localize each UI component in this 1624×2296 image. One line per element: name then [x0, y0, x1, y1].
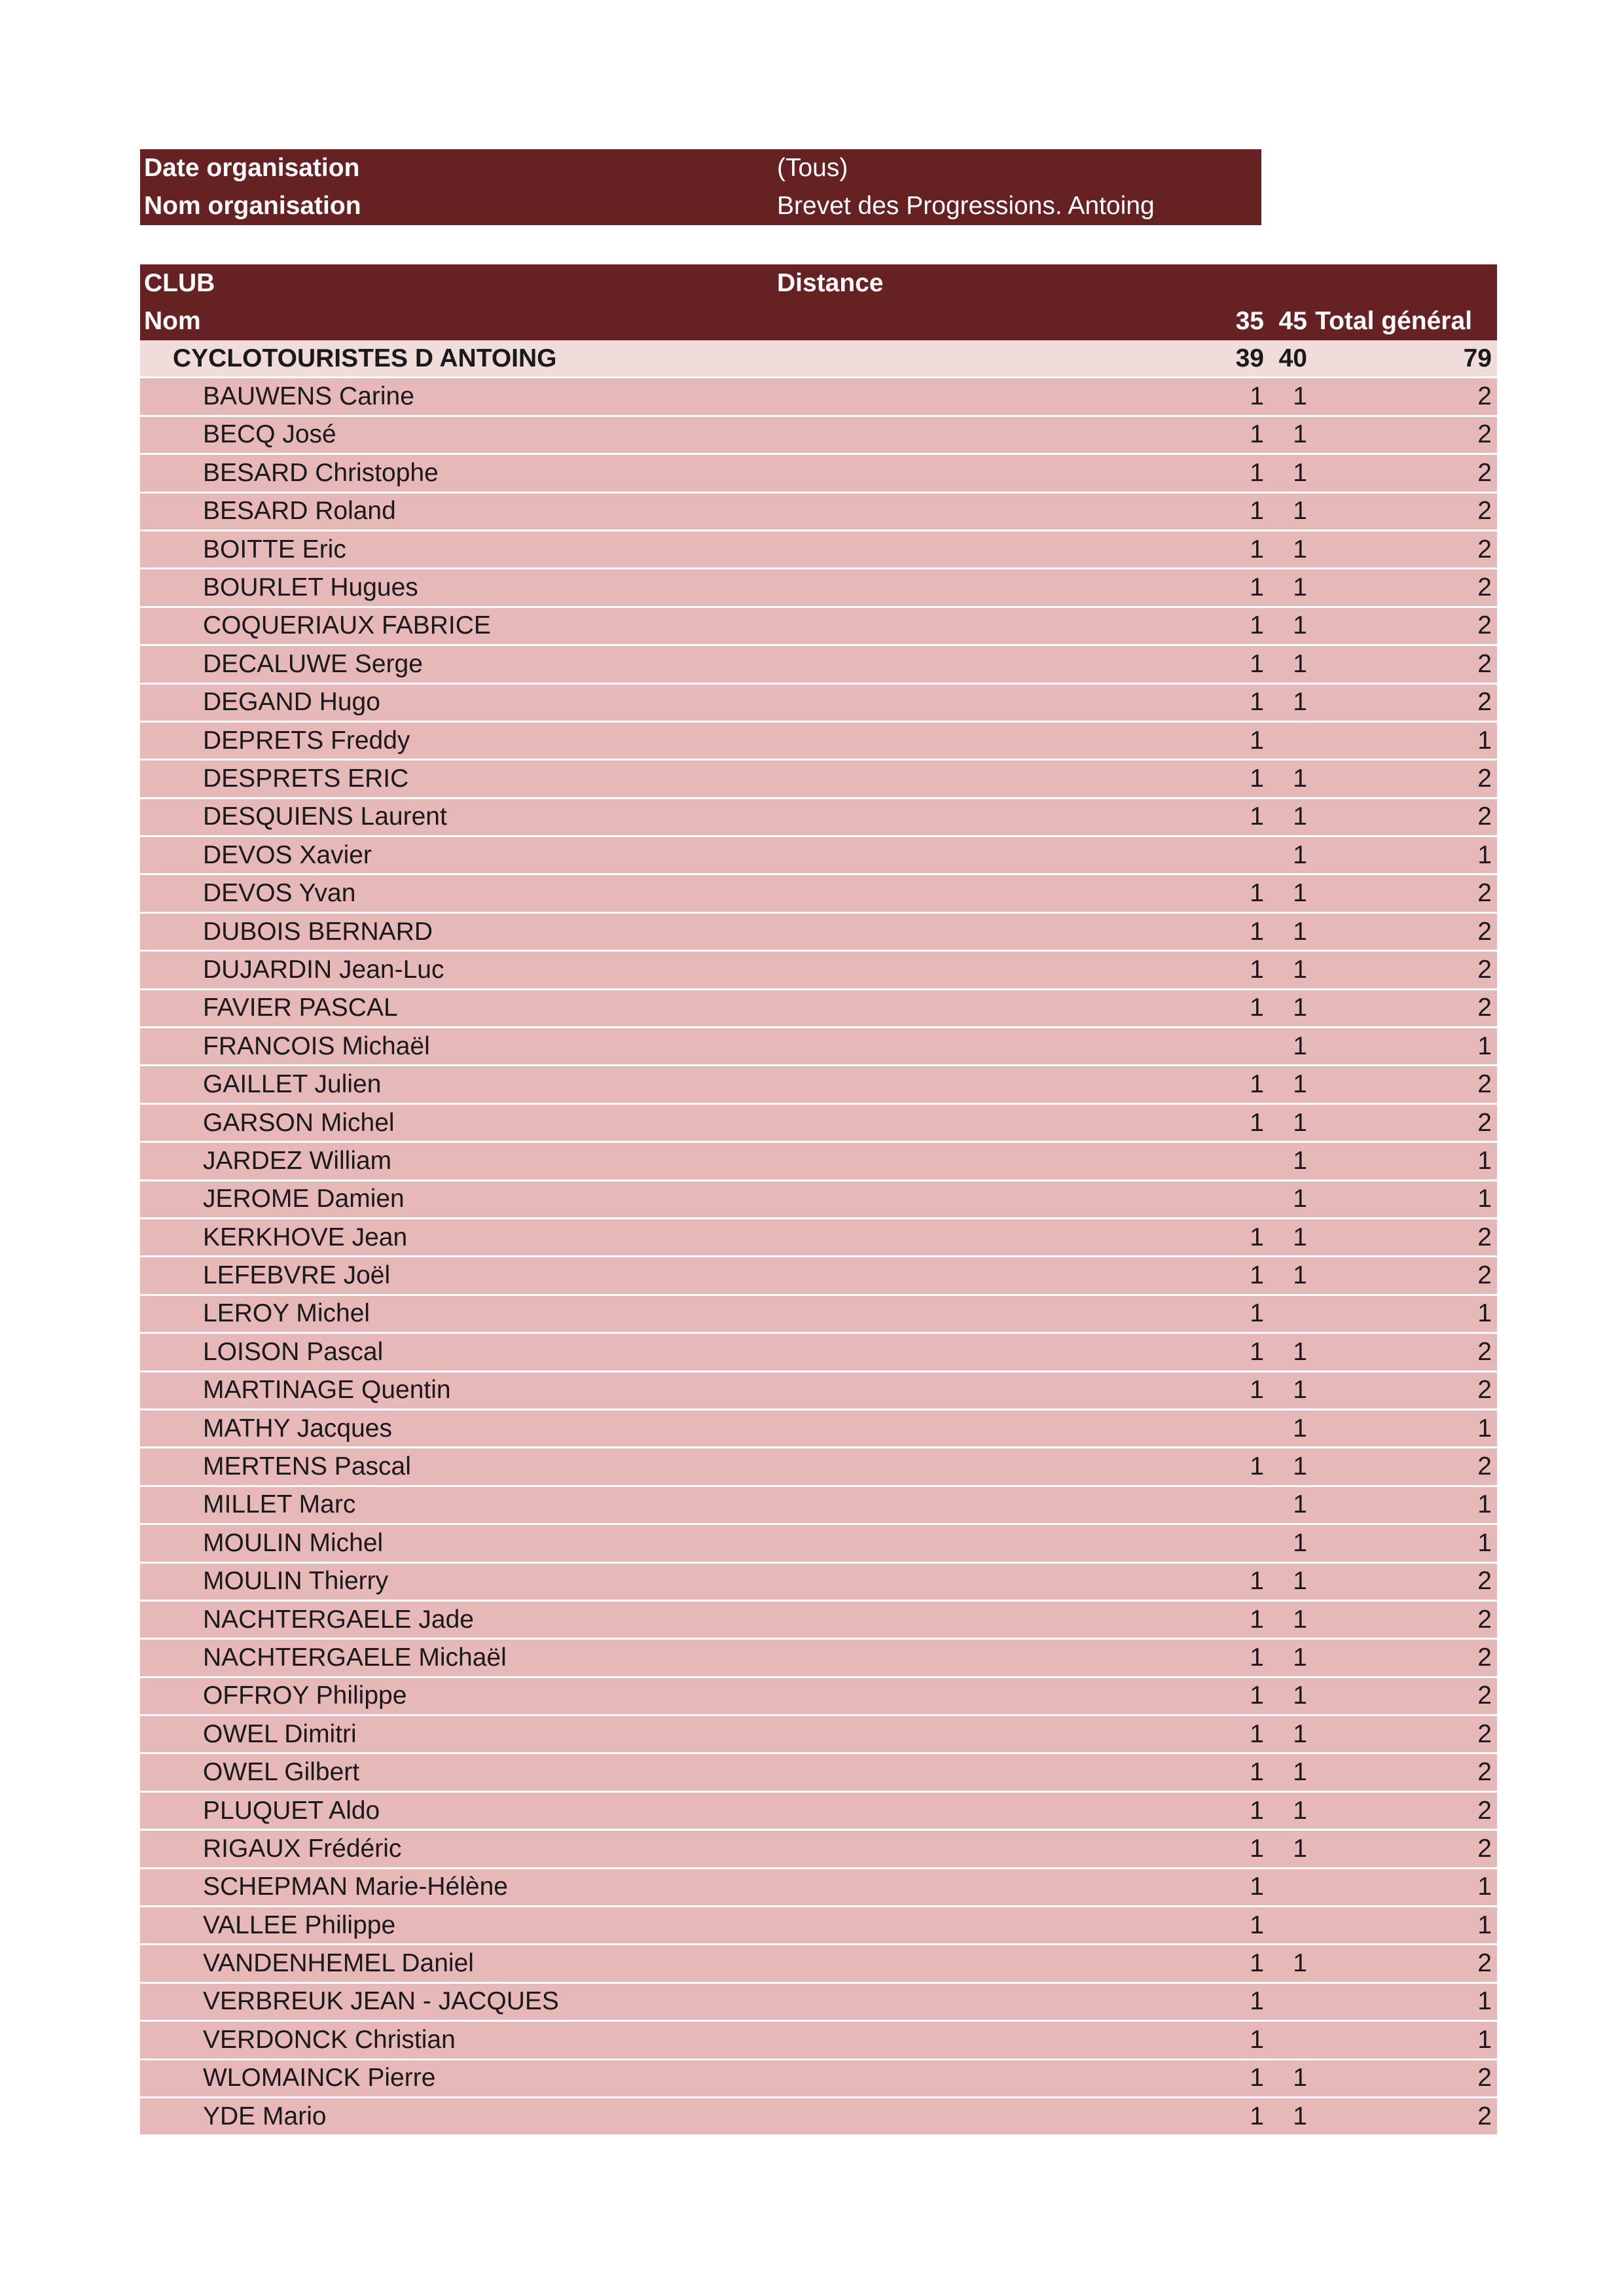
member-total: 2 [1477, 382, 1492, 411]
member-d35: 1 [1250, 1299, 1264, 1328]
member-d35: 1 [1250, 955, 1264, 984]
member-d35: 1 [1250, 1108, 1264, 1137]
member-d45: 1 [1293, 1452, 1307, 1481]
member-total: 2 [1477, 1108, 1492, 1137]
member-total: 2 [1477, 1643, 1492, 1672]
member-name: SCHEPMAN Marie-Hélène [203, 1873, 508, 1901]
member-d35: 1 [1250, 1834, 1264, 1863]
table-row [140, 875, 1497, 913]
table-row [140, 1257, 1497, 1295]
table-row [140, 1793, 1497, 1831]
member-total: 2 [1477, 1452, 1492, 1481]
header-row-2 [140, 302, 1497, 340]
member-total: 1 [1477, 1873, 1492, 1901]
member-total: 2 [1477, 649, 1492, 678]
member-d35: 1 [1250, 1949, 1264, 1978]
member-d35: 1 [1250, 2025, 1264, 2054]
table-row [140, 1143, 1497, 1181]
member-d35: 1 [1250, 458, 1264, 487]
member-name: MATHY Jacques [203, 1414, 392, 1443]
member-d45: 1 [1293, 879, 1307, 908]
member-total: 2 [1477, 2102, 1492, 2130]
member-d35: 1 [1250, 420, 1264, 449]
member-d45: 1 [1293, 1567, 1307, 1596]
member-total: 2 [1477, 497, 1492, 526]
member-name: DEPRETS Freddy [203, 726, 410, 755]
member-d45: 1 [1293, 764, 1307, 793]
table-row [140, 1869, 1497, 1907]
table-row [140, 685, 1497, 723]
member-name: RIGAUX Frédéric [203, 1834, 402, 1863]
member-d35: 1 [1250, 802, 1264, 831]
member-name: OWEL Dimitri [203, 1719, 357, 1748]
member-d45: 1 [1293, 1414, 1307, 1443]
member-total: 2 [1477, 1605, 1492, 1634]
member-d35: 1 [1250, 2064, 1264, 2092]
member-d45: 1 [1293, 994, 1307, 1022]
table-row [140, 531, 1497, 569]
member-d45: 1 [1293, 1146, 1307, 1175]
table-row [140, 1410, 1497, 1448]
member-total: 1 [1477, 2025, 1492, 2054]
club-name: CYCLOTOURISTES D ANTOING [173, 344, 557, 372]
member-d35: 1 [1250, 1337, 1264, 1366]
pivot-table [140, 264, 1497, 2136]
member-d35: 1 [1250, 917, 1264, 946]
member-name: WLOMAINCK Pierre [203, 2064, 436, 2092]
header-row-1 [140, 264, 1497, 302]
member-name: YDE Mario [203, 2102, 327, 2130]
table-row [140, 1066, 1497, 1104]
filter-row-date [140, 149, 1261, 187]
member-d35: 1 [1250, 1605, 1264, 1634]
member-total: 1 [1477, 1910, 1492, 1939]
member-d35: 1 [1250, 726, 1264, 755]
member-d45: 1 [1293, 917, 1307, 946]
member-name: DEVOS Yvan [203, 879, 356, 908]
member-d45: 1 [1293, 497, 1307, 526]
table-row [140, 1525, 1497, 1563]
member-d45: 1 [1293, 802, 1307, 831]
table-row [140, 990, 1497, 1028]
member-d35: 1 [1250, 1261, 1264, 1290]
member-name: BESARD Christophe [203, 458, 439, 487]
member-name: MERTENS Pascal [203, 1452, 411, 1481]
table-row [140, 1945, 1497, 1983]
member-total: 2 [1477, 764, 1492, 793]
member-d45: 1 [1293, 649, 1307, 678]
member-name: NACHTERGAELE Jade [203, 1605, 474, 1634]
table-header [140, 264, 1497, 340]
member-total: 2 [1477, 1261, 1492, 1290]
member-d35: 1 [1250, 1567, 1264, 1596]
member-total: 2 [1477, 2064, 1492, 2092]
member-d35: 1 [1250, 382, 1264, 411]
table-row [140, 1181, 1497, 1219]
member-name: NACHTERGAELE Michaël [203, 1643, 507, 1672]
member-rows [140, 378, 1497, 2136]
member-d45: 1 [1293, 1261, 1307, 1290]
member-name: FRANCOIS Michaël [203, 1031, 430, 1060]
member-d45: 1 [1293, 1031, 1307, 1060]
member-total: 2 [1477, 1949, 1492, 1978]
filter-label: Date organisation [144, 154, 360, 182]
table-row [140, 1296, 1497, 1334]
member-name: DUBOIS BERNARD [203, 917, 433, 946]
member-total: 2 [1477, 994, 1492, 1022]
filter-row-organisation [140, 187, 1261, 225]
member-name: FAVIER PASCAL [203, 994, 398, 1022]
table-row [140, 1984, 1497, 2022]
table-row [140, 1105, 1497, 1143]
member-d45: 1 [1293, 420, 1307, 449]
member-d45: 1 [1293, 611, 1307, 640]
member-total: 2 [1477, 611, 1492, 640]
member-d45: 1 [1293, 1223, 1307, 1251]
club-d45: 40 [1278, 344, 1307, 372]
table-row [140, 2060, 1497, 2098]
filter-block [140, 149, 1261, 225]
member-total: 1 [1477, 1031, 1492, 1060]
member-d45: 1 [1293, 382, 1307, 411]
member-d35: 1 [1250, 611, 1264, 640]
member-d35: 1 [1250, 1796, 1264, 1825]
member-name: DEVOS Xavier [203, 840, 372, 869]
member-total: 1 [1477, 1987, 1492, 2016]
member-total: 2 [1477, 1223, 1492, 1251]
member-total: 1 [1477, 1146, 1492, 1175]
member-d45: 1 [1293, 1681, 1307, 1710]
member-name: DESPRETS ERIC [203, 764, 409, 793]
member-total: 2 [1477, 420, 1492, 449]
member-d35: 1 [1250, 1376, 1264, 1405]
member-d45: 1 [1293, 1070, 1307, 1099]
table-row [140, 1334, 1497, 1372]
member-d35: 1 [1250, 1452, 1264, 1481]
member-total: 2 [1477, 458, 1492, 487]
member-total: 2 [1477, 1758, 1492, 1787]
table-row [140, 646, 1497, 684]
table-row [140, 799, 1497, 837]
club-total: 79 [1463, 344, 1492, 372]
table-row [140, 1907, 1497, 1945]
header-distance-45: 45 [1278, 307, 1307, 335]
member-total: 2 [1477, 1376, 1492, 1405]
member-d35: 1 [1250, 1758, 1264, 1787]
member-name: VERBREUK JEAN - JACQUES [203, 1987, 559, 2016]
member-name: BOURLET Hugues [203, 573, 418, 602]
table-row [140, 1487, 1497, 1525]
member-d45: 1 [1293, 1376, 1307, 1405]
member-total: 1 [1477, 1185, 1492, 1213]
member-name: VERDONCK Christian [203, 2025, 456, 2054]
member-total: 2 [1477, 1681, 1492, 1710]
table-row [140, 608, 1497, 646]
header-distance[interactable]: Distance [777, 269, 884, 297]
table-row [140, 2022, 1497, 2060]
table-row [140, 1831, 1497, 1869]
table-row [140, 1716, 1497, 1754]
table-row [140, 837, 1497, 875]
member-d45: 1 [1293, 1834, 1307, 1863]
member-name: JARDEZ William [203, 1146, 392, 1175]
member-name: DECALUWE Serge [203, 649, 423, 678]
member-total: 2 [1477, 879, 1492, 908]
club-d35: 39 [1235, 344, 1264, 372]
member-total: 1 [1477, 1490, 1492, 1519]
member-total: 1 [1477, 840, 1492, 869]
member-d45: 1 [1293, 1949, 1307, 1978]
member-d45: 1 [1293, 840, 1307, 869]
member-d35: 1 [1250, 1910, 1264, 1939]
member-d45: 1 [1293, 1337, 1307, 1366]
member-name: DUJARDIN Jean-Luc [203, 955, 444, 984]
member-d35: 1 [1250, 573, 1264, 602]
member-d35: 1 [1250, 535, 1264, 564]
header-club[interactable]: CLUB [144, 269, 215, 297]
member-name: KERKHOVE Jean [203, 1223, 408, 1251]
member-name: BECQ José [203, 420, 336, 449]
member-total: 2 [1477, 688, 1492, 717]
table-row [140, 1219, 1497, 1257]
club-row[interactable] [140, 340, 1497, 378]
member-d45: 1 [1293, 688, 1307, 717]
member-name: PLUQUET Aldo [203, 1796, 380, 1825]
member-total: 2 [1477, 535, 1492, 564]
member-d45: 1 [1293, 1643, 1307, 1672]
member-d35: 1 [1250, 764, 1264, 793]
member-name: MARTINAGE Quentin [203, 1376, 451, 1405]
table-row [140, 723, 1497, 761]
table-row [140, 493, 1497, 531]
member-d35: 1 [1250, 2102, 1264, 2130]
member-d45: 1 [1293, 1490, 1307, 1519]
table-row [140, 569, 1497, 607]
member-total: 1 [1477, 726, 1492, 755]
member-name: LOISON Pascal [203, 1337, 384, 1366]
member-d45: 1 [1293, 1796, 1307, 1825]
header-nom[interactable]: Nom [144, 307, 201, 335]
filter-value[interactable]: (Tous) [777, 154, 848, 182]
member-d35: 1 [1250, 1223, 1264, 1251]
member-total: 2 [1477, 573, 1492, 602]
member-d35: 1 [1250, 497, 1264, 526]
member-d45: 1 [1293, 573, 1307, 602]
member-total: 2 [1477, 802, 1492, 831]
member-name: LEROY Michel [203, 1299, 370, 1328]
header-distance-35: 35 [1235, 307, 1264, 335]
member-d45: 1 [1293, 1605, 1307, 1634]
member-d45: 1 [1293, 1528, 1307, 1557]
table-row [140, 455, 1497, 493]
member-d45: 1 [1293, 1108, 1307, 1137]
member-d45: 1 [1293, 2064, 1307, 2092]
member-name: BAUWENS Carine [203, 382, 414, 411]
member-d35: 1 [1250, 1873, 1264, 1901]
table-row [140, 761, 1497, 798]
member-name: BOITTE Eric [203, 535, 346, 564]
member-total: 2 [1477, 1337, 1492, 1366]
member-total: 2 [1477, 1719, 1492, 1748]
member-d35: 1 [1250, 649, 1264, 678]
member-d35: 1 [1250, 994, 1264, 1022]
member-total: 2 [1477, 1567, 1492, 1596]
table-row [140, 2098, 1497, 2136]
table-row [140, 914, 1497, 952]
member-d45: 1 [1293, 1185, 1307, 1213]
table-row [140, 1448, 1497, 1486]
member-d45: 1 [1293, 1719, 1307, 1748]
table-row [140, 1564, 1497, 1602]
member-name: GAILLET Julien [203, 1070, 382, 1099]
member-d35: 1 [1250, 1070, 1264, 1099]
member-d45: 1 [1293, 1758, 1307, 1787]
member-d45: 1 [1293, 2102, 1307, 2130]
member-name: VANDENHEMEL Daniel [203, 1949, 474, 1978]
table-row [140, 1754, 1497, 1792]
member-d35: 1 [1250, 1643, 1264, 1672]
member-d45: 1 [1293, 535, 1307, 564]
member-name: BESARD Roland [203, 497, 396, 526]
member-d35: 1 [1250, 1681, 1264, 1710]
member-total: 2 [1477, 1834, 1492, 1863]
member-total: 1 [1477, 1414, 1492, 1443]
member-total: 2 [1477, 955, 1492, 984]
filter-value[interactable]: Brevet des Progressions. Antoing [777, 192, 1155, 220]
member-name: OFFROY Philippe [203, 1681, 407, 1710]
table-row [140, 1372, 1497, 1410]
member-name: MOULIN Thierry [203, 1567, 389, 1596]
member-total: 1 [1477, 1299, 1492, 1328]
member-name: COQUERIAUX FABRICE [203, 611, 491, 640]
member-d45: 1 [1293, 458, 1307, 487]
member-name: OWEL Gilbert [203, 1758, 360, 1787]
table-row [140, 952, 1497, 990]
member-d45: 1 [1293, 955, 1307, 984]
table-row [140, 417, 1497, 455]
filter-label: Nom organisation [144, 192, 361, 220]
member-name: DESQUIENS Laurent [203, 802, 447, 831]
member-d35: 1 [1250, 879, 1264, 908]
member-name: LEFEBVRE Joël [203, 1261, 391, 1290]
member-total: 2 [1477, 1070, 1492, 1099]
member-total: 2 [1477, 917, 1492, 946]
member-d35: 1 [1250, 1987, 1264, 2016]
member-total: 2 [1477, 1796, 1492, 1825]
header-total: Total général [1315, 307, 1472, 335]
member-name: JEROME Damien [203, 1185, 405, 1213]
member-d35: 1 [1250, 1719, 1264, 1748]
table-row [140, 1602, 1497, 1640]
member-d35: 1 [1250, 688, 1264, 717]
member-name: VALLEE Philippe [203, 1910, 396, 1939]
table-row [140, 378, 1497, 416]
table-row [140, 1678, 1497, 1716]
member-name: MILLET Marc [203, 1490, 356, 1519]
member-name: MOULIN Michel [203, 1528, 384, 1557]
table-row [140, 1640, 1497, 1677]
table-row [140, 1028, 1497, 1066]
member-total: 1 [1477, 1528, 1492, 1557]
member-name: GARSON Michel [203, 1108, 395, 1137]
member-name: DEGAND Hugo [203, 688, 380, 717]
